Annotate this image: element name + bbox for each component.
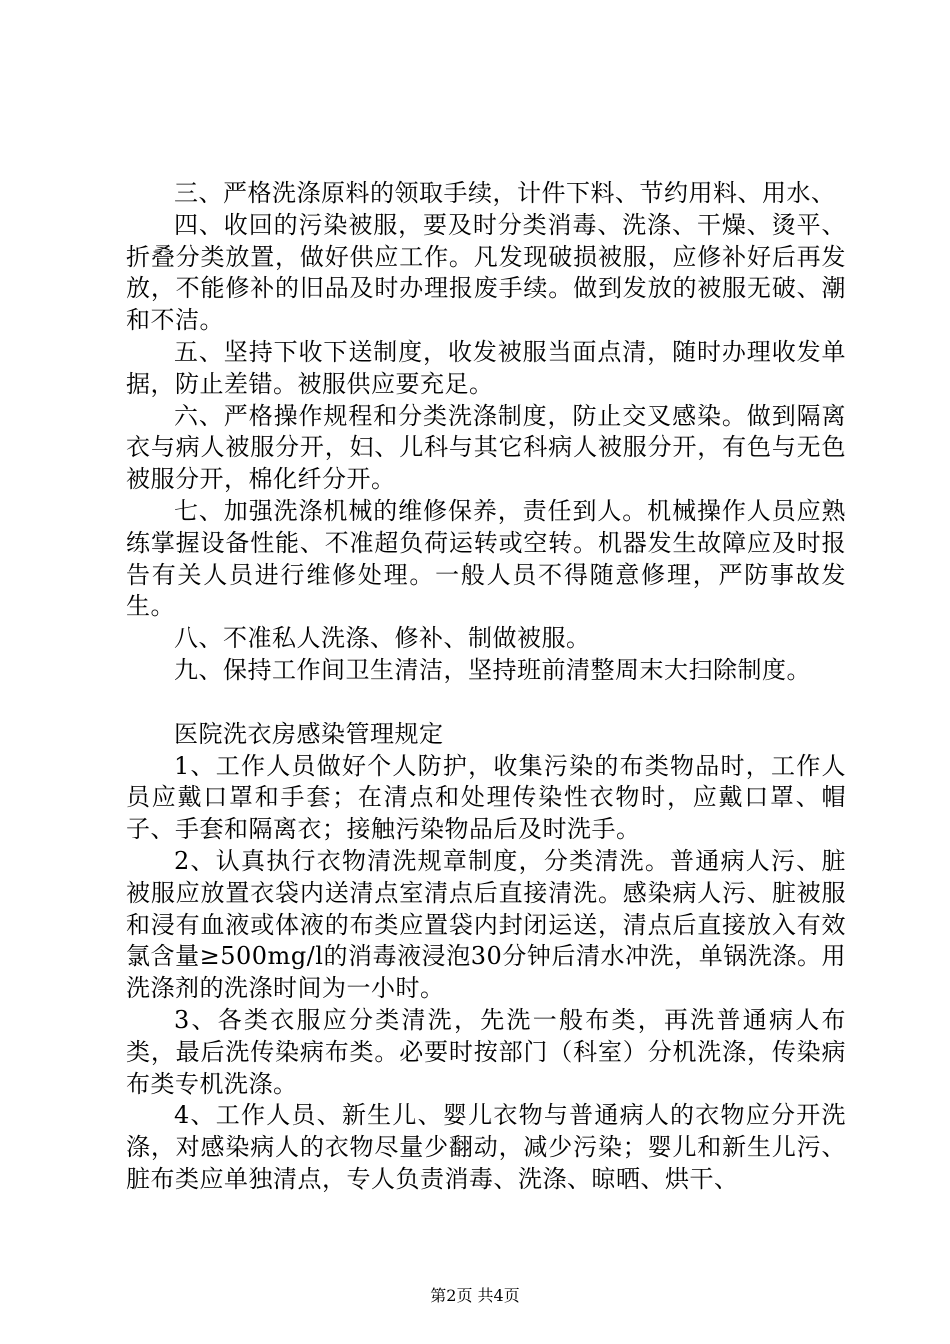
rule-2: 2、认真执行衣物清洗规章制度，分类清洗。普通病人污、脏被服应放置衣袋内送清点室清点后直接清洗。感染病人污、脏被服和浸有血液或体液的布类应置袋内封闭运送，清点后直接放入有效氯含量≥500mg/l的消毒液浸泡30分钟后清水冲洗，单锅洗涤。用洗涤剂的洗涤时间为一小时。 (126, 846, 846, 1003)
rule-3: 3、各类衣服应分类清洗，先洗一般布类，再洗普通病人布类，最后洗传染病布类。必要时按部门（科室）分机洗涤，传染病布类专机洗涤。 (126, 1005, 846, 1098)
rule-1: 1、工作人员做好个人防护，收集污染的布类物品时，工作人员应戴口罩和手套；在清点和处理传染性衣物时，应戴口罩、帽子、手套和隔离衣；接触污染物品后及时洗手。 (126, 751, 846, 844)
paragraph-6: 六、严格操作规程和分类洗涤制度，防止交叉感染。做到隔离衣与病人被服分开，妇、儿科与其它科病人被服分开，有色与无色被服分开，棉化纤分开。 (126, 401, 846, 494)
section-title: 医院洗衣房感染管理规定 (174, 719, 444, 748)
paragraph-8: 八、不准私人洗涤、修补、制做被服。 (174, 624, 591, 653)
paragraph-7: 七、加强洗涤机械的维修保养，责任到人。机械操作人员应熟练掌握设备性能、不准超负荷运转或空转。机器发生故障应及时报告有关人员进行维修处理。一般人员不得随意修理，严防事故发生。 (126, 496, 846, 621)
paragraph-4: 四、收回的污染被服，要及时分类消毒、洗涤、干燥、烫平、折叠分类放置，做好供应工作。凡发现破损被服，应修补好后再发放，不能修补的旧品及时办理报废手续。做到发放的被服无破、潮和不洁。 (126, 210, 846, 335)
paragraph-3: 三、严格洗涤原料的领取手续，计件下料、节约用料、用水、 (174, 179, 836, 207)
page-footer: 第2页 共4页 (430, 1286, 520, 1305)
rule-4: 4、工作人员、新生儿、婴儿衣物与普通病人的衣物应分开洗涤，对感染病人的衣物尽量少翻动，减少污染；婴儿和新生儿污、脏布类应单独清点，专人负责消毒、洗涤、晾晒、烘干、 (126, 1101, 846, 1193)
section-gap (126, 687, 846, 719)
paragraph-5: 五、坚持下收下送制度，收发被服当面点清，随时办理收发单据，防止差错。被服供应要充足。 (126, 337, 846, 398)
document-body (126, 178, 846, 1196)
paragraph-9: 九、保持工作间卫生清洁，坚持班前清整周末大扫除制度。 (174, 655, 811, 684)
